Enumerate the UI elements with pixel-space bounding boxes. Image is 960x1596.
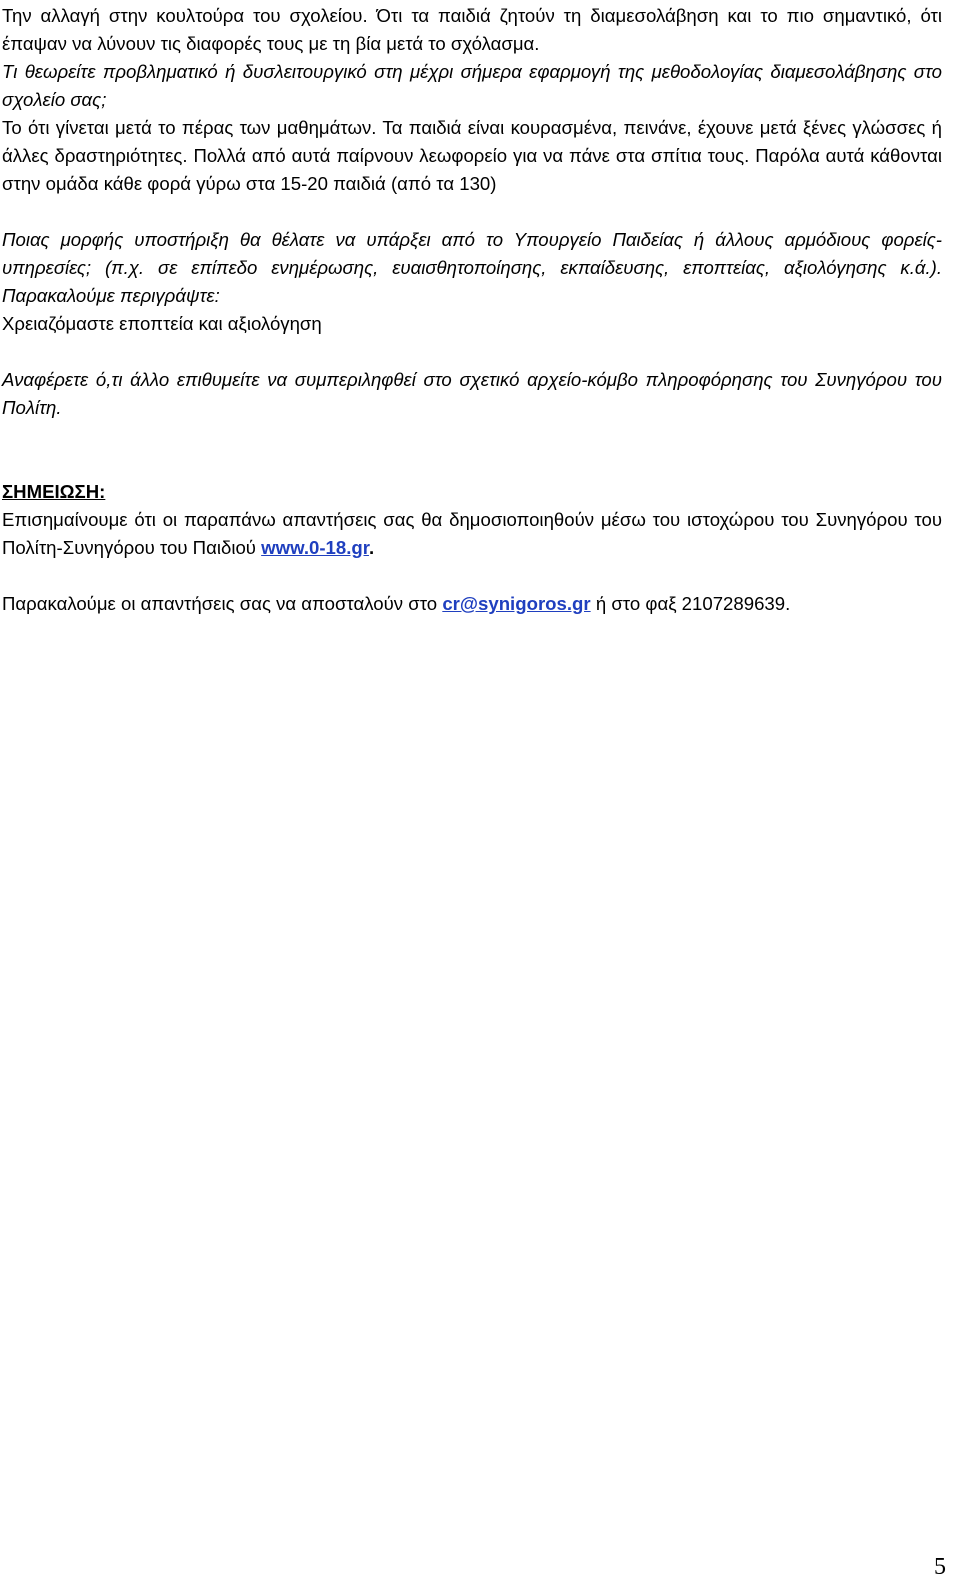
spacer [2, 422, 942, 478]
question-problems: Τι θεωρείτε προβληματικό ή δυσλειτουργικό στη μέχρι σήμερα εφαρμογή της μεθοδολογίας διαμεσολάβησης στο σχολείο σας; [2, 61, 942, 110]
document-page [2, 2, 942, 618]
page-number: 5 [934, 1554, 946, 1580]
answer-culture-change: Την αλλαγή στην κουλτούρα του σχολείου. Ότι τα παιδιά ζητούν τη διαμεσολάβηση και το πιο σημαντικό, ότι έπαψαν να λύνουν τις διαφορές τους με τη βία μετά το σχόλασμα. [2, 5, 942, 54]
note-body: Επισημαίνουμε ότι οι παραπάνω απαντήσεις σας θα δημοσιοποιηθούν μέσω του ιστοχώρου του Συνηγόρου του Πολίτη-Συνηγόρου του Παιδιού [2, 509, 942, 558]
question-other: Αναφέρετε ό,τι άλλο επιθυμείτε να συμπεριληφθεί στο σχετικό αρχείο-κόμβο πληροφόρησης του Συνηγόρου του Πολίτη. [2, 369, 942, 418]
contact-text [2, 590, 942, 618]
answer-support: Χρειαζόμαστε εποπτεία και αξιολόγηση [2, 313, 322, 334]
spacer [2, 198, 942, 226]
note-heading: ΣΗΜΕΙΩΣΗ: [2, 481, 106, 502]
spacer [2, 562, 942, 590]
spacer [2, 338, 942, 366]
question-support: Ποιας μορφής υποστήριξη θα θέλατε να υπάρξει από το Υπουργείο Παιδείας ή άλλους αρμόδιους φορείς-υπηρεσίες; (π.χ. σε επίπεδο ενημέρωσης, ευαισθητοποίησης, εκπαίδευσης, εποπτείας, αξιολόγησης κ.ά.). Παρακαλούμε περιγράψτε: [2, 229, 942, 306]
answer-problems: Το ότι γίνεται μετά το πέρας των μαθημάτων. Τα παιδιά είναι κουρασμένα, πεινάνε, έχουνε μετά ξένες γλώσσες ή άλλες δραστηριότητες. Πολλά από αυτά παίρνουν λεωφορείο για να πάνε στα σπίτια τους. Παρόλα αυτά κάθονται στην ομάδα κάθε φορά γύρω στα 15-20 παιδιά (από τα 130) [2, 117, 942, 194]
email-link[interactable]: cr@synigoros.gr [442, 593, 591, 614]
note-text [2, 506, 942, 562]
contact-prefix: Παρακαλούμε οι απαντήσεις σας να αποσταλούν στο [2, 593, 438, 614]
contact-suffix: ή στο φαξ 2107289639. [595, 593, 791, 614]
website-link[interactable]: www.0-18.gr [261, 537, 369, 558]
note-period: . [368, 537, 375, 558]
